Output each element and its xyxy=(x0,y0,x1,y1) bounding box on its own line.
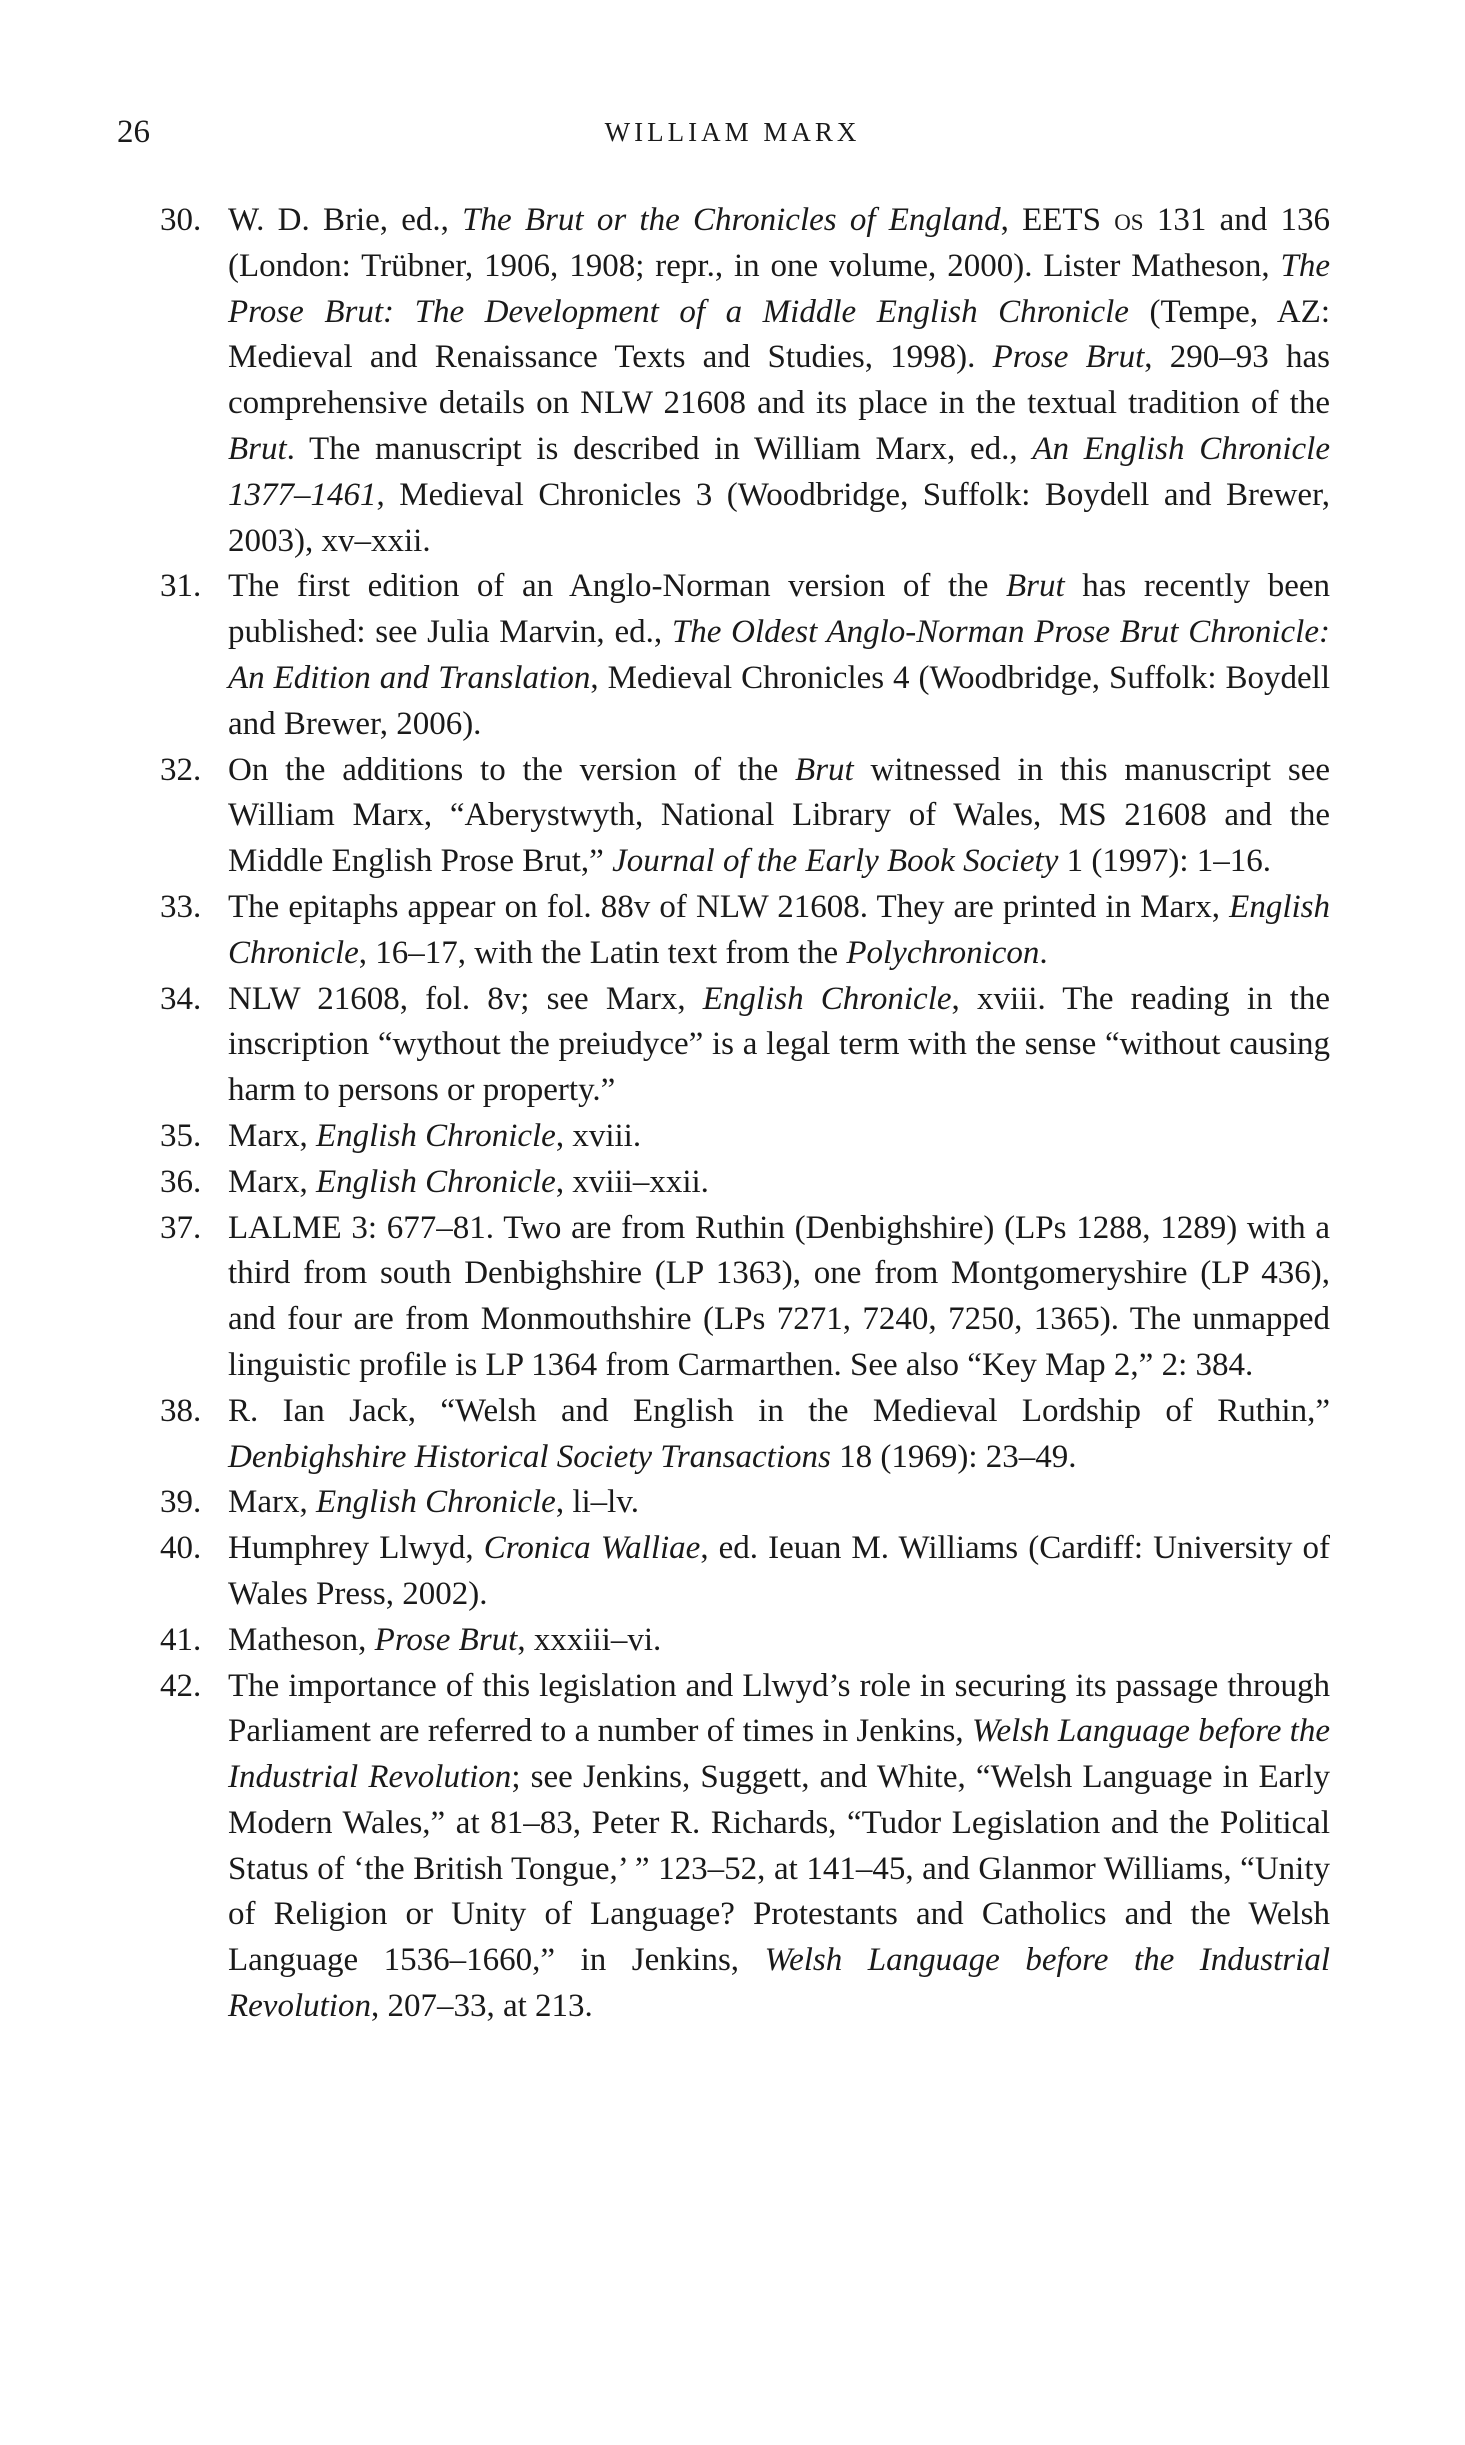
endnote-text xyxy=(228,568,1330,741)
text-run: (Tempe, AZ: Medieval and Renaissance Texts and Studies, 1998). xyxy=(228,293,1330,376)
text-run: , ed. Ieuan M. Williams (Cardiff: University of Wales Press, 2002). xyxy=(228,1530,1331,1612)
italic-title: English Chronicle xyxy=(315,1117,556,1154)
endnote xyxy=(160,1618,1330,1664)
endnote-text xyxy=(228,1164,709,1200)
endnote-number: 34. xyxy=(160,980,202,1017)
italic-title: Welsh Language before the Industrial Revolution xyxy=(228,1942,1330,2025)
text-run: , xviii. The reading in the inscription “wythout the preiudyce” is a legal term with the sense “without causing harm to persons or property.” xyxy=(228,980,1330,1109)
italic-title: Brut xyxy=(795,751,854,788)
text-run: , xxxiii–vi. xyxy=(517,1621,662,1658)
text-run: LALME 3: 677–81. Two are from Ruthin (Denbighshire) (LPs 1288, 1289) with a third from south Denbighshire (LP 1363), one from Montgomeryshire (LP 436), and four are from Monmouthshire (LPs 7271, 7240, 7250, 1365). The unmapped linguistic profile is LP 1364 from Carmarthen. See also “Key Map 2,” 2: 384. xyxy=(228,1209,1330,1383)
italic-title: Brut xyxy=(1005,568,1065,605)
italic-title: Journal of the Early Book Society xyxy=(612,843,1059,880)
endnote-text xyxy=(228,1118,641,1154)
italic-title: English Chronicle xyxy=(315,1484,556,1521)
endnote xyxy=(160,1480,1330,1526)
text-run: The first edition of an Anglo-Norman version of the xyxy=(228,568,1006,605)
endnote-text xyxy=(228,1210,1330,1383)
endnote xyxy=(160,564,1330,747)
text-run: , li–lv. xyxy=(555,1484,639,1521)
italic-title: Prose Brut xyxy=(992,339,1145,376)
endnote-number: 33. xyxy=(160,888,202,925)
endnote-number: 36. xyxy=(160,1163,202,1200)
italic-title: English Chronicle xyxy=(228,888,1330,971)
text-run: , xviii. xyxy=(555,1117,642,1154)
endnote-text xyxy=(228,1530,1330,1612)
endnote xyxy=(160,1206,1330,1389)
text-run: NLW 21608, fol. 8v; see Marx, xyxy=(228,980,703,1017)
endnote-number: 35. xyxy=(160,1117,202,1154)
italic-title: The Brut or the Chronicles of England xyxy=(462,202,1001,238)
text-run: The epitaphs appear on fol. 88v of NLW 21608. They are printed in Marx, xyxy=(228,888,1230,925)
text-run: , Medieval Chronicles 3 (Woodbridge, Suffolk: Boydell and Brewer, 2003), xv–xxii. xyxy=(228,476,1330,559)
italic-title: Cronica Walliae xyxy=(483,1530,701,1567)
endnote xyxy=(160,885,1330,977)
text-run: 131 and 136 (London: Trübner, 1906, 1908; repr., in one volume, 2000). Lister Matheson, xyxy=(228,202,1330,284)
endnote-text xyxy=(228,889,1330,971)
text-run: witnessed in this manuscript see William Marx, “Aberystwyth, National Library of Wales, MS 21608 and the Middle English Prose Brut,” xyxy=(228,751,1330,880)
text-run: . The manuscript is described in William Marx, ed., xyxy=(286,430,1033,467)
text-run: On the additions to the version of the xyxy=(228,751,796,788)
text-run: , 207–33, at 213. xyxy=(370,1988,593,2025)
endnote xyxy=(160,1114,1330,1160)
endnote xyxy=(160,198,1330,564)
running-head: WILLIAM MARX xyxy=(604,117,861,147)
text-run: , xviii–xxii. xyxy=(555,1163,709,1200)
endnotes-list xyxy=(160,198,1330,2030)
endnote-number: 37. xyxy=(160,1209,202,1246)
italic-title: The Oldest Anglo-Norman Prose Brut Chronicle: An Edition and Translation xyxy=(228,614,1330,696)
italic-title: English Chronicle xyxy=(702,980,952,1017)
endnote-number: 32. xyxy=(160,751,202,788)
endnote-number: 42. xyxy=(160,1667,202,1704)
endnote-text xyxy=(228,202,1330,559)
endnote xyxy=(160,1389,1330,1481)
text-run: Humphrey Llwyd, xyxy=(228,1530,484,1567)
italic-title: Brut xyxy=(228,430,287,467)
endnote-number: 30. xyxy=(160,202,202,238)
italic-title: An English Chronicle 1377–1461 xyxy=(228,430,1330,513)
italic-title: Polychronicon xyxy=(846,934,1040,971)
text-run: , Medieval Chronicles 4 (Woodbridge, Suffolk: Boydell and Brewer, 2006). xyxy=(228,659,1330,742)
italic-title: Denbighshire Historical Society Transactions xyxy=(228,1438,831,1475)
text-run: , 290–93 has comprehensive details on NLW 21608 and its place in the textual tradition of the xyxy=(228,339,1330,422)
text-run: . xyxy=(1039,934,1048,971)
endnote-number: 40. xyxy=(160,1530,202,1567)
endnote-number: 38. xyxy=(160,1392,202,1429)
endnote-text xyxy=(228,1484,639,1520)
text-run: Marx, xyxy=(228,1484,316,1521)
endnote-number: 39. xyxy=(160,1484,202,1521)
text-run: Marx, xyxy=(228,1117,316,1154)
endnote-number: 41. xyxy=(160,1621,202,1658)
text-run: 18 (1969): 23–49. xyxy=(830,1438,1077,1475)
text-run: W. D. Brie, ed., xyxy=(228,202,463,238)
endnote xyxy=(160,977,1330,1114)
italic-title: Prose Brut xyxy=(374,1621,518,1658)
endnote-number: 31. xyxy=(160,568,202,605)
text-run: has recently been published: see Julia Marvin, ed., xyxy=(228,568,1330,651)
text-run: 1 (1997): 1–16. xyxy=(1058,843,1272,880)
text-run: The importance of this legislation and Llwyd’s role in securing its passage through Parliament are referred to a number of times in Jenkins, xyxy=(228,1667,1330,1750)
text-run: Matheson, xyxy=(228,1621,375,1658)
endnote-text xyxy=(228,1393,1330,1475)
endnote xyxy=(160,1664,1330,2030)
endnote xyxy=(160,1160,1330,1206)
endnote-text xyxy=(228,1622,661,1658)
italic-title: Welsh Language before the Industrial Revolution xyxy=(228,1713,1330,1796)
italic-title: English Chronicle xyxy=(315,1163,556,1200)
text-run: R. Ian Jack, “Welsh and English in the Medieval Lordship of Ruthin,” xyxy=(228,1392,1330,1429)
text-run: ; see Jenkins, Suggett, and White, “Welsh Language in Early Modern Wales,” at 81–83, Peter R. Richards, “Tudor Legislation and the Political Status of ‘the British Tongue,’ ” 123–52, at 141–45, and Glanmor Williams, “Unity of Religion or Unity of Language? Protestants and Catholics and the Welsh Language 1536–1660,” in Jenkins, xyxy=(228,1759,1330,1979)
endnote-text xyxy=(228,1668,1330,2025)
text-run: , EETS xyxy=(1000,202,1115,238)
endnote-text xyxy=(228,752,1330,880)
endnote-text xyxy=(228,981,1330,1109)
endnote xyxy=(160,748,1330,885)
text-run: Marx, xyxy=(228,1163,316,1200)
text-run: os xyxy=(1114,202,1144,238)
page-number: 26 xyxy=(117,114,150,150)
endnote xyxy=(160,1526,1330,1618)
italic-title: The Prose Brut: The Development of a Middle English Chronicle xyxy=(228,247,1330,330)
text-run: , 16–17, with the Latin text from the xyxy=(358,934,847,971)
